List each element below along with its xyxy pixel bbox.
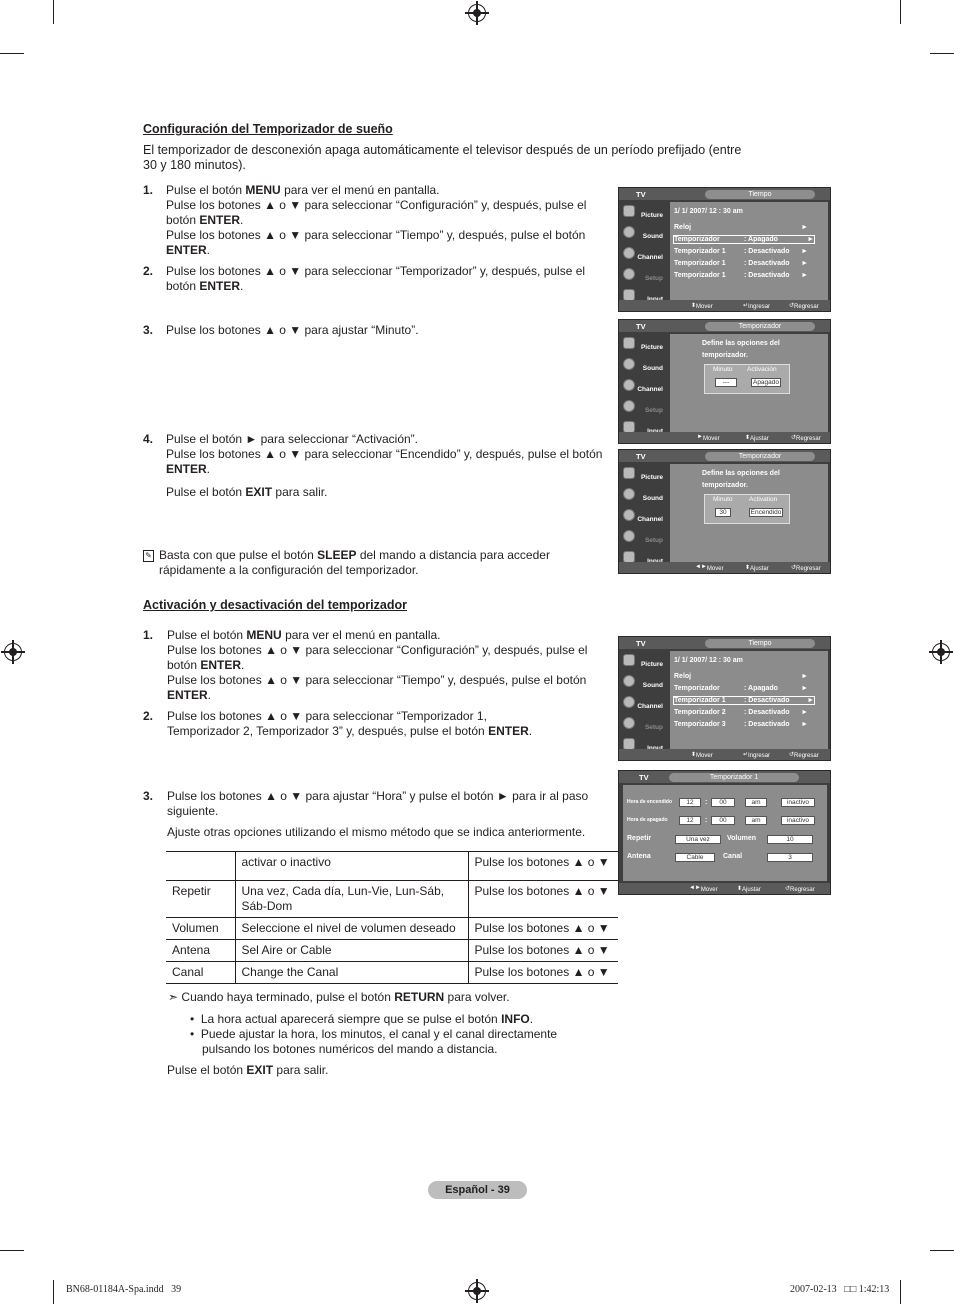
step-2-text: Pulse los botones ▲ o ▼ para seleccionar “Temporizador 1, Temporizador 2, Temporizador 3” y, después, pulse el botón ENTER. xyxy=(167,709,533,738)
picture-icon xyxy=(623,337,635,349)
osd-tiempo-menu: TV Tiempo Picture Sound Channel Setup 1/ 1/ 2007/ 12 : 30 am Reloj ► Temporizador : Apagado ► Temporizador 1 : Desactivado ► Temporizador 1 : Desactivado ► Temporizador 1 : Desactivado ► ⬍ Mover ↵ Ingresar ↺ Regresar xyxy=(618,187,831,312)
file-slug: BN68-01184A-Spa.indd 39 xyxy=(66,1284,182,1295)
table-row: Repetir Una vez, Cada día, Lun-Vie, Lun-Sáb, Sáb-Dom Pulse los botones ▲ o ▼ xyxy=(166,881,618,918)
crop-mark xyxy=(53,0,54,24)
table-row: Volumen Seleccione el nivel de volumen deseado Pulse los botones ▲ o ▼ xyxy=(166,918,618,940)
osd-temporizador-activacion: TV Temporizador Picture Sound Channel Setup Define las opciones del temporizador. Minuto Activation 30 Encendido ◄► Mover ⬍ Ajustar ↺ Regresar xyxy=(618,449,831,574)
picture-icon xyxy=(623,467,635,479)
sound-icon xyxy=(623,488,635,500)
step-3-text: Pulse los botones ▲ o ▼ para ajustar “Hora” y pulse el botón ► para ir al paso siguiente. Ajuste otras opciones utilizando el mismo método que se indica anteriormente. xyxy=(167,789,589,839)
table-row: activar o inactivo Pulse los botones ▲ o ▼ xyxy=(166,852,618,881)
section1-title: Configuración del Temporizador de sueño xyxy=(143,122,393,136)
step-number: 3. xyxy=(143,323,154,337)
sound-icon xyxy=(623,358,635,370)
setup-gear-icon xyxy=(623,268,635,280)
crop-mark xyxy=(900,1280,901,1304)
section2-title: Activación y desactivación del temporizador xyxy=(143,598,407,612)
return-note: ➣ Cuando haya terminado, pulse el botón RETURN para volver. xyxy=(168,990,510,1004)
step-number: 1. xyxy=(143,183,154,197)
osd-side-menu: Picture Sound Channel Setup xyxy=(621,202,665,307)
channel-icon xyxy=(623,379,635,391)
table-row: Canal Change the Canal Pulse los botones ▲ o ▼ xyxy=(166,962,618,984)
step-number: 1. xyxy=(143,628,154,642)
note-icon: ✎ xyxy=(143,550,154,562)
exit-note: Pulse el botón EXIT para salir. xyxy=(167,1063,329,1077)
crop-mark xyxy=(900,0,901,24)
osd-tiempo-menu-timers: TV Tiempo Picture Sound Channel Setup 1/ 1/ 2007/ 12 : 30 am Reloj ► Temporizador : Apagado ► Temporizador 1 : Desactivado ► Temporizador 2 : Desactivado ► Temporizador 3 : Desactivado ► ⬍ Mover ↵ Ingresar ↺ Regresar xyxy=(618,636,831,761)
step-4-text: Pulse el botón ► para seleccionar “Activación”. Pulse los botones ▲ o ▼ para seleccionar “Encendido” y, después, pulse el botón ENTER. Pulse el botón EXIT para salir. xyxy=(166,432,603,499)
setup-gear-icon xyxy=(623,717,635,729)
step-number: 4. xyxy=(143,432,154,446)
step-2-text: Pulse los botones ▲ o ▼ para seleccionar “Temporizador” y, después, pulse el botón ENTER. xyxy=(166,264,586,293)
timer-options-table xyxy=(166,851,618,984)
step-1-text: Pulse el botón MENU para ver el menú en pantalla. Pulse los botones ▲ o ▼ para seleccionar “Configuración” y, después, pulse el botón ENTER. Pulse los botones ▲ o ▼ para seleccionar “Tiempo” y, después, pulse el botón ENTER. xyxy=(166,183,587,257)
picture-icon xyxy=(623,654,635,666)
registration-mark-icon xyxy=(4,643,22,661)
crop-mark xyxy=(0,53,24,54)
page-number-badge: Español - 39 xyxy=(428,1181,527,1199)
crop-mark xyxy=(930,53,954,54)
crop-mark xyxy=(930,1250,954,1251)
step-1-text: Pulse el botón MENU para ver el menú en pantalla. Pulse los botones ▲ o ▼ para seleccionar “Configuración” y, después, pulse el botón ENTER. Pulse los botones ▲ o ▼ para seleccionar “Tiempo” y, después, pulse el botón ENTER. xyxy=(167,628,588,702)
picture-icon xyxy=(623,205,635,217)
osd-temporizador-1: TV Temporizador 1 Hora de encendido 12 : 00 am inactivo Hora de apagado 12 : 00 am inactivo Repetir Una vez Volumen 10 Antena Cable Canal 3 ◄► Mover ⬍ Ajustar ↺ Regresar xyxy=(618,770,831,895)
channel-icon xyxy=(623,247,635,259)
registration-mark-icon xyxy=(468,1282,486,1300)
step-number: 2. xyxy=(143,709,154,723)
crop-mark xyxy=(0,1250,24,1251)
osd-temporizador-minuto: TV Temporizador Picture Sound Channel Setup Define las opciones del temporizador. Minuto Activación --- Apagado ► Mover ⬍ Ajustar ↺ Regresar xyxy=(618,319,831,444)
step-number: 3. xyxy=(143,789,154,803)
step-number: 2. xyxy=(143,264,154,278)
print-timestamp: 2007-02-13 □□ 1:42:13 xyxy=(790,1284,890,1295)
setup-gear-icon xyxy=(623,530,635,542)
bullet-list: • La hora actual aparecerá siempre que se pulse el botón INFO. • Puede ajustar la hora, los minutos, el canal y el canal directamente pulsando los botones numéricos del mando a distancia. xyxy=(190,1012,558,1056)
registration-mark-icon xyxy=(468,4,486,22)
arrow-icon: ➣ xyxy=(168,990,179,1004)
sleep-note: Basta con que pulse el botón SLEEP del mando a distancia para acceder rápidamente a la configuración del temporizador. xyxy=(159,548,550,577)
channel-icon xyxy=(623,509,635,521)
registration-mark-icon xyxy=(932,643,950,661)
step-3-text: Pulse los botones ▲ o ▼ para ajustar “Minuto”. xyxy=(166,323,419,337)
setup-gear-icon xyxy=(623,400,635,412)
crop-mark xyxy=(53,1280,54,1304)
section1-intro: El temporizador de desconexión apaga automáticamente el televisor después de un período prefijado (entre 30 y 180 minutos). xyxy=(143,143,742,172)
channel-icon xyxy=(623,696,635,708)
sound-icon xyxy=(623,226,635,238)
sound-icon xyxy=(623,675,635,687)
table-row: Antena Sel Aire or Cable Pulse los botones ▲ o ▼ xyxy=(166,940,618,962)
